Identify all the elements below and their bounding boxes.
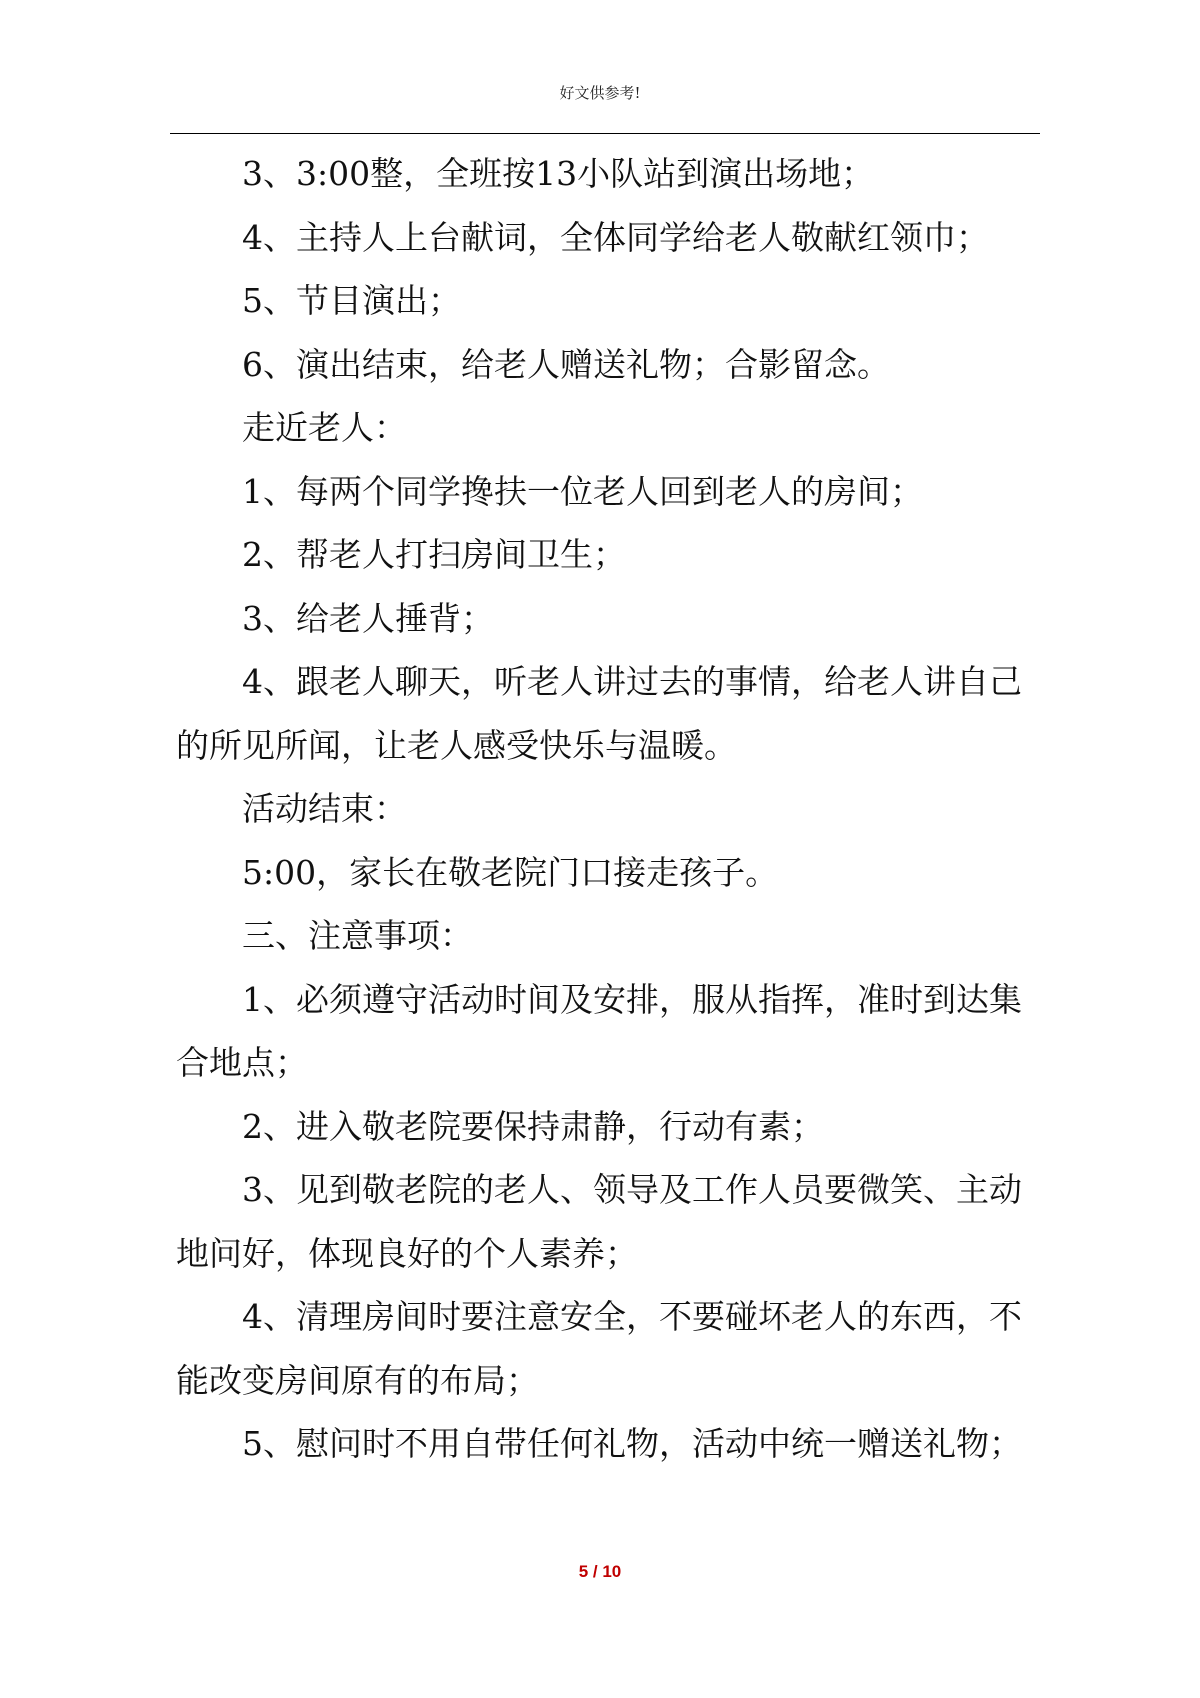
paragraph: 4、跟老人聊天，听老人讲过去的事情，给老人讲自己的所见所闻，让老人感受快乐与温暖。 [176,662,1022,765]
paragraph: 2、帮老人打扫房间卫生； [242,535,626,574]
section-heading: 三、注意事项： [242,916,473,955]
paragraph: 1、每两个同学搀扶一位老人回到老人的房间； [242,471,923,511]
page-number: 5 / 10 [578,1562,622,1581]
paragraph: 5、节目演出； [242,281,461,320]
paragraph: 3、3:00整，全班按13小队站到演出场地； [242,154,875,193]
paragraph: 4、清理房间时要注意安全，不要碰坏老人的东西，不能改变房间原有的布局； [176,1297,1022,1400]
paragraph: 1、必须遵守活动时间及安排，服从指挥，准时到达集合地点； [176,979,1022,1082]
header-divider [170,133,1040,134]
paragraph: 3、给老人捶背； [242,598,494,638]
section-heading: 走近老人： [242,408,407,447]
paragraph: 6、演出结束，给老人赠送礼物；合影留念。 [242,344,890,384]
paragraph: 3、见到敬老院的老人、领导及工作人员要微笑、主动地问好，体现良好的个人素养； [176,1170,1022,1273]
document-body [176,142,1036,1476]
paragraph: 4、主持人上台献词，全体同学给老人敬献红领巾； [242,217,989,257]
paragraph: 5、慰问时不用自带任何礼物，活动中统一赠送礼物； [242,1424,1022,1463]
paragraph: 5:00，家长在敬老院门口接走孩子。 [242,852,779,892]
page-header: 好文供参考! [559,84,641,102]
section-heading: 活动结束： [242,789,407,828]
paragraph: 2、进入敬老院要保持肃静，行动有素； [242,1106,824,1146]
